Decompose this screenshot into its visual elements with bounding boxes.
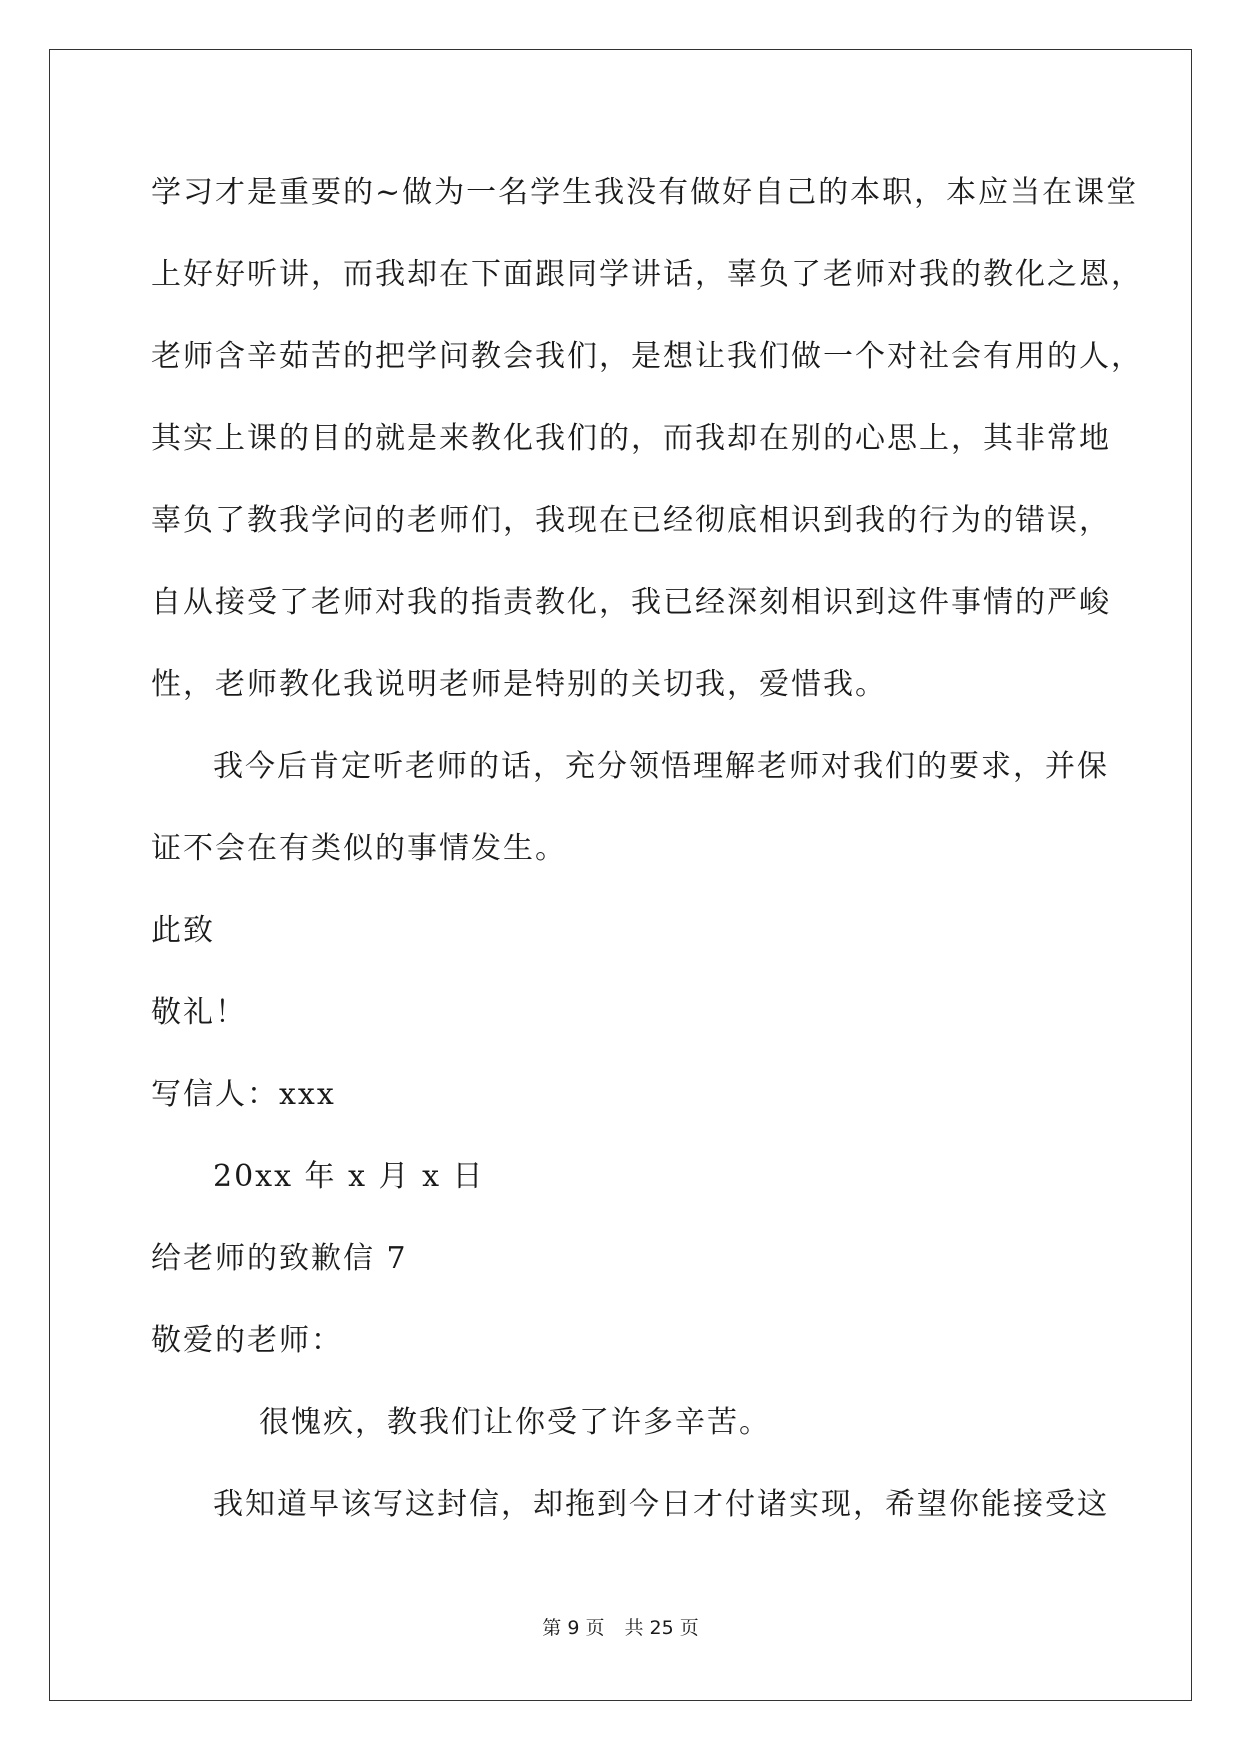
section-title: 给老师的致歉信 7 bbox=[151, 1241, 408, 1276]
text-line: 性，老师教化我说明老师是特别的关切我，爱惜我。 bbox=[151, 667, 887, 702]
text-line: 老师含辛茹苦的把学问教会我们，是想让我们做一个对社会有用的人， bbox=[151, 339, 1143, 374]
page-number: 第 9 页 bbox=[542, 1617, 605, 1639]
text-line: 证不会在有类似的事情发生。 bbox=[151, 831, 567, 866]
signature-line: 写信人：xxx bbox=[151, 1077, 336, 1112]
paragraph-start-line: 我今后肯定听老师的话，充分领悟理解老师对我们的要求，并保 bbox=[213, 749, 1109, 784]
text-line: 其实上课的目的就是来教化我们的，而我却在别的心思上，其非常地 bbox=[151, 421, 1111, 456]
text-line: 辜负了教我学问的老师们，我现在已经彻底相识到我的行为的错误， bbox=[151, 503, 1111, 538]
text-line: 学习才是重要的~做为一名学生我没有做好自己的本职，本应当在课堂 bbox=[151, 175, 1139, 210]
paragraph-start-line: 我知道早该写这封信，却拖到今日才付诸实现，希望你能接受这 bbox=[213, 1487, 1109, 1522]
page-border bbox=[49, 49, 1192, 1701]
date-line: 20xx 年 x 月 x 日 bbox=[213, 1159, 485, 1194]
page-total: 共 25 页 bbox=[624, 1617, 699, 1639]
text-line: 自从接受了老师对我的指责教化，我已经深刻相识到这件事情的严峻 bbox=[151, 585, 1111, 620]
closing-salutation: 此致 bbox=[151, 913, 215, 948]
greeting-line: 敬爱的老师： bbox=[151, 1323, 343, 1358]
text-line: 上好好听讲，而我却在下面跟同学讲话，辜负了老师对我的教化之恩， bbox=[151, 257, 1143, 292]
page-footer bbox=[0, 1616, 1241, 1640]
paragraph-start-line: 很愧疚，教我们让你受了许多辛苦。 bbox=[259, 1405, 771, 1440]
closing-regards: 敬礼！ bbox=[151, 995, 247, 1030]
